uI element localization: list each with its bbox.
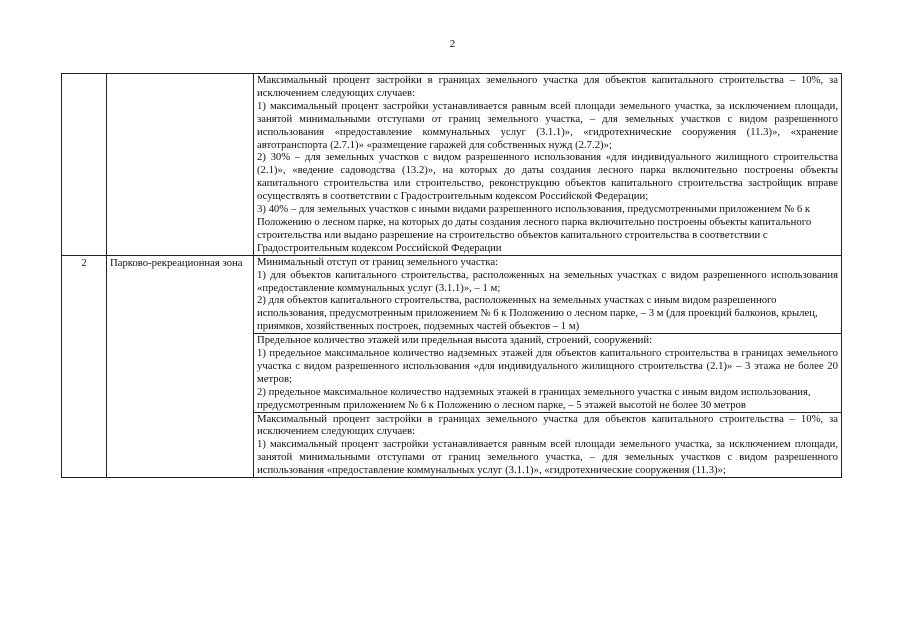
paragraph: 2) для объектов капитального строительства, расположенных на земельных участках с иным видом разрешенного использования, предусмотренным приложением № 6 к Положению о лесном парке, – 3 м (для проекций балконов, крылец, приямков, хозяйственных построек, подземных частей объектов – 1 м) [257, 294, 818, 333]
zones-table [61, 73, 842, 478]
regulation-cell [254, 255, 842, 333]
paragraph: 3) 40% – для земельных участков с иными видами разрешенного использования, предусмотренными приложением № 6 к Положению о лесном парке, на которых до даты создания лесного парка включительно построены объекты капитального строительства или выдано разрешение на строительство объектов капитального строительства в соответствии с Градостроительным кодексом Российской Федерации [257, 203, 812, 254]
zone-name-cell [107, 74, 254, 256]
zone-name-cell: Парково-рекреационная зона [107, 255, 254, 477]
regulation-cell [254, 334, 842, 412]
row-number-cell: 2 [62, 255, 107, 477]
paragraph: 1) максимальный процент застройки устанавливается равным всей площади земельного участка, за исключением площади, занятой минимальными отступами от границ земельного участка, – для земельных участков с видом разрешенного использования «предоставление коммунальных услуг (3.1.1)», «гидротехнические сооружения (11.3)», «хранение автотранспорта (2.7.1)» «размещение гаражей для собственных нужд (2.7.2)»; [257, 99, 838, 151]
paragraph: Предельное количество этажей или предельная высота зданий, строений, сооружений: [257, 334, 653, 347]
paragraph: 2) 30% – для земельных участков с видом разрешенного использования «для индивидуального жилищного строительства (2.1)», «ведение садоводства (13.2)», на которых до даты создания лесного парка включительно построены объекты капитального строительства или строительство, реконструкцию объектов капитального строительства застройщик вправе осуществлять в соответствии с Градостроительным кодексом Российской Федерации; [257, 151, 838, 203]
paragraph: 1) для объектов капитального строительства, расположенных на земельных участках с видом разрешенного использования «предоставление коммунальных услуг (3.1.1)», – 1 м; [257, 268, 838, 294]
paragraph: Максимальный процент застройки в границах земельного участка для объектов капитального строительства – 10%, за исключением следующих случаев: [257, 74, 838, 99]
paragraph: 1) максимальный процент застройки устанавливается равным всей площади земельного участка, за исключением площади, занятой минимальными отступами от границ земельного участка, – для земельных участков с видом разрешенного использования «предоставление коммунальных услуг (3.1.1)», «гидротехнические сооружения (11.3)»; [257, 438, 838, 477]
table-row [62, 74, 842, 256]
page-number: 2 [449, 38, 456, 50]
paragraph: Минимальный отступ от границ земельного участка: [257, 255, 499, 268]
regulation-cell [254, 74, 842, 256]
regulation-cell [254, 412, 842, 478]
paragraph: 2) предельное максимальное количество надземных этажей в границах земельного участка с иным видом использования, предусмотренным приложением № 6 к Положению о лесном парке, – 5 этажей высотой не более 30 метров [257, 385, 811, 411]
paragraph: Максимальный процент застройки в границах земельного участка для объектов капитального строительства – 10%, за исключением следующих случаев: [257, 412, 838, 438]
paragraph: 1) предельное максимальное количество надземных этажей для объектов капитального строительства в границах земельного участка с видом разрешенного использования «для индивидуального жилищного строительства (2.1)» – 3 этажа не более 20 метров; [257, 347, 838, 385]
table-row [62, 255, 842, 333]
row-number-cell [62, 74, 107, 256]
